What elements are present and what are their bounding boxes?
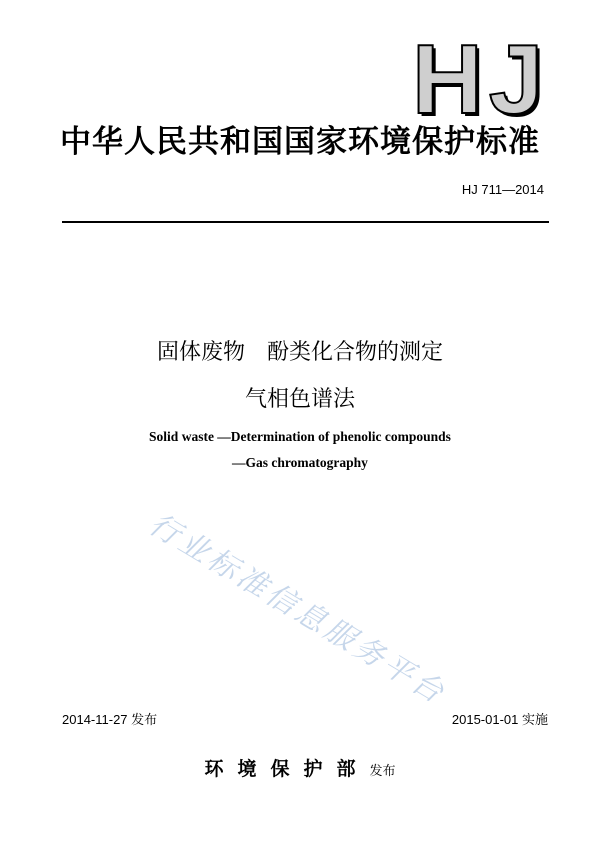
title-cn-line1: 固体废物 酚类化合物的测定 [156,340,443,365]
publish-action: 发布 [369,764,396,779]
publisher: 环境保护部 [204,758,370,780]
watermark: 行业标准信息服务平台 [142,506,453,712]
effective-date: 2015-01-01 实施 [451,712,548,727]
title-en-line1: Solid waste —Determination of phenolic compounds [149,429,451,444]
title-cn-line2: 气相色谱法 [244,387,355,412]
title-en-line2: —Gas chromatography [232,455,368,470]
organization-title: 中华人民共和国国家环境保护标准 [60,124,540,160]
standard-code: HJ 711—2014 [461,182,544,197]
header-divider [62,221,549,223]
hj-logo: HJ [412,24,550,134]
publisher-line [0,754,600,781]
issue-date: 2014-11-27 发布 [62,712,158,727]
